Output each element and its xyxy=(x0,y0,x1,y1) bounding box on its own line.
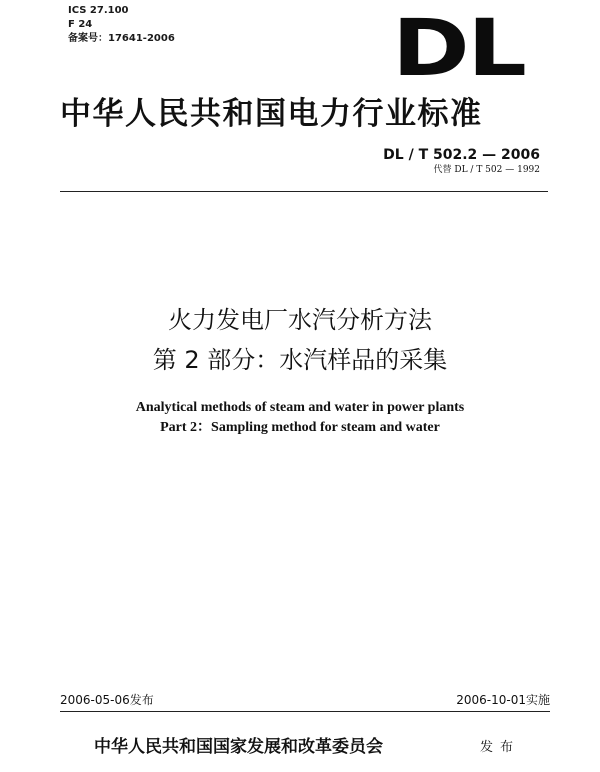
chinese-title-line2: 第 2 部分：水汽样品的采集 xyxy=(152,346,448,374)
ccs-number: F 24 xyxy=(68,19,93,30)
standard-code: DL / T 502.2 — 2006 xyxy=(383,147,540,163)
bottom-divider xyxy=(60,711,550,712)
chinese-title-line1: 火力发电厂水汽分析方法 xyxy=(168,306,432,334)
dl-logo: DL xyxy=(392,4,525,94)
top-divider xyxy=(60,191,548,192)
replaces-code: 代替 DL / T 502 — 1992 xyxy=(433,165,540,175)
standard-code-block xyxy=(383,146,540,176)
ics-number: ICS 27.100 xyxy=(68,5,129,16)
english-title xyxy=(0,398,600,438)
publish-date: 2006-05-06发布 xyxy=(60,693,154,707)
english-title-line1: Analytical methods of steam and water in power plants xyxy=(135,400,465,415)
issue-label: 发布 xyxy=(480,740,521,755)
chinese-title xyxy=(0,300,600,380)
classification-block xyxy=(68,4,175,46)
english-title-line2: Part 2：Sampling method for steam and water xyxy=(160,420,440,435)
issuing-authority: 中华人民共和国国家发展和改革委员会 xyxy=(94,737,383,757)
standard-title: 中华人民共和国电力行业标准 xyxy=(60,96,483,132)
effective-date: 2006-10-01实施 xyxy=(456,693,550,707)
record-number: 备案号：17641-2006 xyxy=(68,33,175,44)
